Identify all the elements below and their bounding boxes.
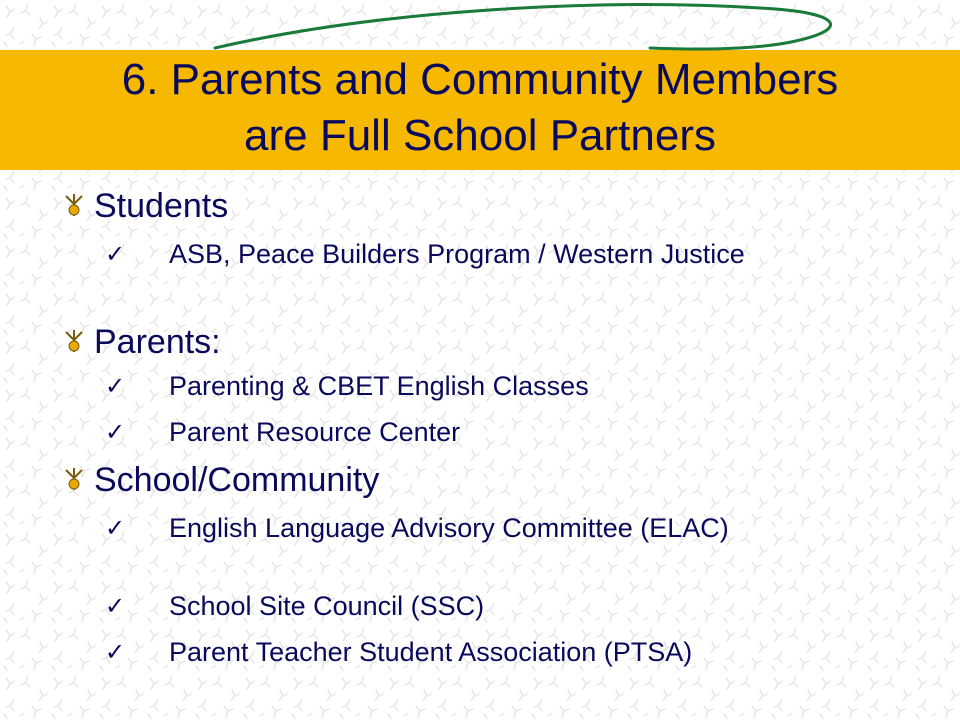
section-label: School/Community [94,461,380,499]
section-label: Students [94,187,229,225]
spark-bullet-icon [62,466,86,492]
checkmark-icon: ✓ [105,373,126,400]
spark-bullet-icon [62,192,86,218]
list-item-text: Parenting & CBET English Classes [169,371,589,401]
list-item-text: ASB, Peace Builders Program / Western Justice [169,239,745,269]
section-label: Parents: [94,323,221,361]
title-line-1: 6. Parents and Community Members [121,55,839,104]
checkmark-icon: ✓ [105,593,126,620]
checkmark-icon: ✓ [105,419,126,446]
checkmark-icon: ✓ [105,515,126,542]
spark-bullet-icon [62,328,86,354]
list-item-text: Parent Resource Center [169,417,461,447]
checkmark-icon: ✓ [105,639,126,666]
list-item-text: School Site Council (SSC) [169,591,485,621]
title-line-2: are Full School Partners [244,111,716,160]
list-item-text: Parent Teacher Student Association (PTSA) [169,637,693,667]
list-item-text: English Language Advisory Committee (ELAC) [169,513,729,543]
checkmark-icon: ✓ [105,241,126,268]
